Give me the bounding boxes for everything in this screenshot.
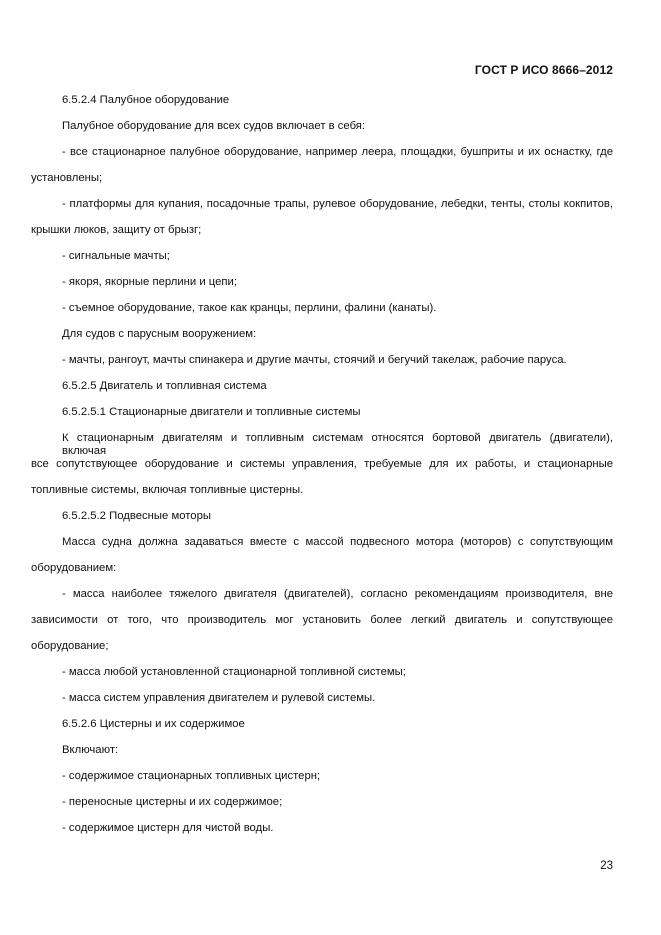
list-item-line: - мачты, рангоут, мачты спинакера и другие мачты, стоячий и бегучий такелаж, рабочие паруса.	[62, 354, 567, 366]
page-number: 23	[600, 860, 613, 872]
list-item-line: - все стационарное палубное оборудование, например леера, площадки, бушприты и их оснастку, где	[62, 146, 613, 158]
section-heading-6-5-2-6: 6.5.2.6 Цистерны и их содержимое	[62, 718, 245, 730]
paragraph-line: оборудованием:	[31, 562, 117, 574]
paragraph-line: Включают:	[62, 744, 119, 756]
list-item-line: - якоря, якорные перлини и цепи;	[62, 276, 237, 288]
list-item-line: - содержимое стационарных топливных цистерн;	[62, 770, 321, 782]
list-item-continuation: крышки люков, защиту от брызг;	[31, 224, 202, 236]
list-item-line: - сигнальные мачты;	[62, 250, 170, 262]
paragraph-line: топливные системы, включая топливные цистерны.	[31, 484, 304, 496]
list-item-line: - содержимое цистерн для чистой воды.	[62, 822, 274, 834]
list-item-continuation: установлены;	[31, 172, 103, 184]
body-text	[31, 94, 613, 848]
section-heading-6-5-2-5-1: 6.5.2.5.1 Стационарные двигатели и топливные системы	[62, 406, 361, 418]
paragraph-line: Палубное оборудование для всех судов включает в себя:	[62, 120, 366, 132]
paragraph-line: Для судов с парусным вооружением:	[62, 328, 257, 340]
list-item-line: - масса любой установленной стационарной топливной системы;	[62, 666, 406, 678]
list-item-line: - масса наиболее тяжелого двигателя (двигателей), согласно рекомендациям производителя, вне	[62, 588, 613, 600]
paragraph-line: К стационарным двигателям и топливным системам относятся бортовой двигатель (двигатели), включая	[62, 432, 613, 457]
list-item-line: - съемное оборудование, такое как кранцы, перлини, фалини (канаты).	[62, 302, 437, 314]
section-heading-6-5-2-4: 6.5.2.4 Палубное оборудование	[62, 94, 230, 106]
list-item-line: - масса систем управления двигателем и рулевой системы.	[62, 692, 376, 704]
paragraph-line: Масса судна должна задаваться вместе с массой подвесного мотора (моторов) с сопутствующим	[62, 536, 613, 548]
section-heading-6-5-2-5: 6.5.2.5 Двигатель и топливная система	[62, 380, 267, 392]
list-item-continuation: оборудование;	[31, 640, 109, 652]
document-code-header: ГОСТ Р ИСО 8666–2012	[474, 63, 613, 77]
list-item-line: - платформы для купания, посадочные трапы, рулевое оборудование, лебедки, тенты, столы кокпитов,	[62, 198, 613, 210]
list-item-continuation: зависимости от того, что производитель мог установить более легкий двигатель и сопутствующее	[31, 614, 613, 626]
list-item-line: - переносные цистерны и их содержимое;	[62, 796, 283, 808]
paragraph-line: все сопутствующее оборудование и системы управления, требуемые для их работы, и стационарные	[31, 458, 613, 470]
section-heading-6-5-2-5-2: 6.5.2.5.2 Подвесные моторы	[62, 510, 211, 522]
